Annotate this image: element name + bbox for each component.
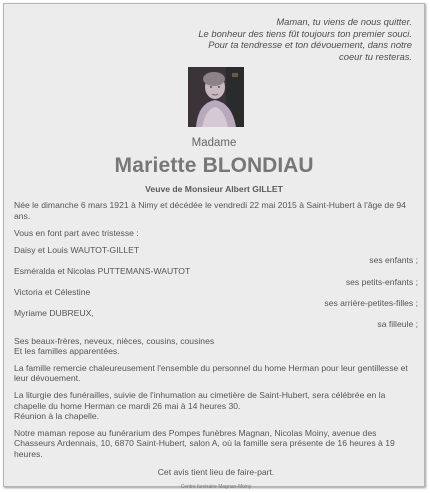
visitation-text: Notre maman repose au funérarium des Pompes funèbres Magnan, Nicolas Moiny, avenue des Chasseurs Ardennais, 10, 6870 Saint-Hubert, salon A, où la famille sera présente de 16 heures à 19 heures. — [14, 427, 395, 459]
family-relation: ses arrière-petites-filles ; — [324, 297, 418, 308]
birth-death-text: Née le dimanche 6 mars 1921 à Nimy et décédée le vendredi 22 mai 2015 à Saint-Hubert à l'âge de 94 ans. — [14, 200, 406, 221]
others-line: Et les familles apparentées. — [14, 346, 120, 357]
obituary-card — [3, 3, 425, 491]
poem-line: Pour ta tendresse et ton dévouement, dans notre — [208, 39, 412, 51]
meeting-text: Réunion à la chapelle. — [14, 411, 100, 422]
last-name: BLONDIAU — [202, 154, 314, 177]
first-name: Mariette — [114, 154, 197, 177]
honorific: Madame — [191, 137, 237, 149]
family-relation: ses enfants ; — [369, 255, 418, 266]
spouse-line: Veuve de Monsieur Albert GILLET — [145, 184, 283, 194]
poem-line: Maman, tu viens de nous quitter. — [276, 16, 412, 27]
poem-line: coeur tu resteras. — [339, 50, 412, 62]
deceased-name — [4, 154, 424, 178]
family-names: Myriame DUBREUX, — [14, 308, 94, 319]
closing-text: Cet avis tient lieu de faire-part. — [157, 467, 275, 478]
thanks-text: La famille remercie chaleureusement l'ensemble du personnel du home Herman pour leur gentillesse et leur dévouement. — [14, 362, 408, 384]
announcement-body — [14, 200, 418, 493]
portrait-photo — [188, 67, 244, 127]
family-names: Victoria et Célestine — [14, 287, 91, 298]
family-relation: sa filleule ; — [377, 318, 418, 329]
family-names: Daisy et Louis WAUTOT-GILLET — [14, 244, 140, 255]
poem-line: Le bonheur des tiens fût toujours ton premier souci. — [198, 27, 412, 39]
poem — [198, 16, 412, 62]
funeral-text: La liturgie des funérailles, suivie de l'inhumation au cimetière de Saint-Hubert, sera célébrée en la chapelle du home Herman ce mardi 26 mai à 14 heures 30. — [14, 389, 386, 411]
intro-text: Vous en font part avec tristesse : — [14, 228, 139, 239]
others-line: Ses beaux-frères, neveux, nièces, cousins, cousines — [14, 335, 215, 346]
family-names: Esméralda et Nicolas PUTTEMANS-WAUTOT — [14, 265, 191, 276]
family-relation: ses petits-enfants ; — [345, 276, 418, 287]
funeral-home-credit: Centre funéraire Magnan-Moiny — [180, 484, 252, 491]
